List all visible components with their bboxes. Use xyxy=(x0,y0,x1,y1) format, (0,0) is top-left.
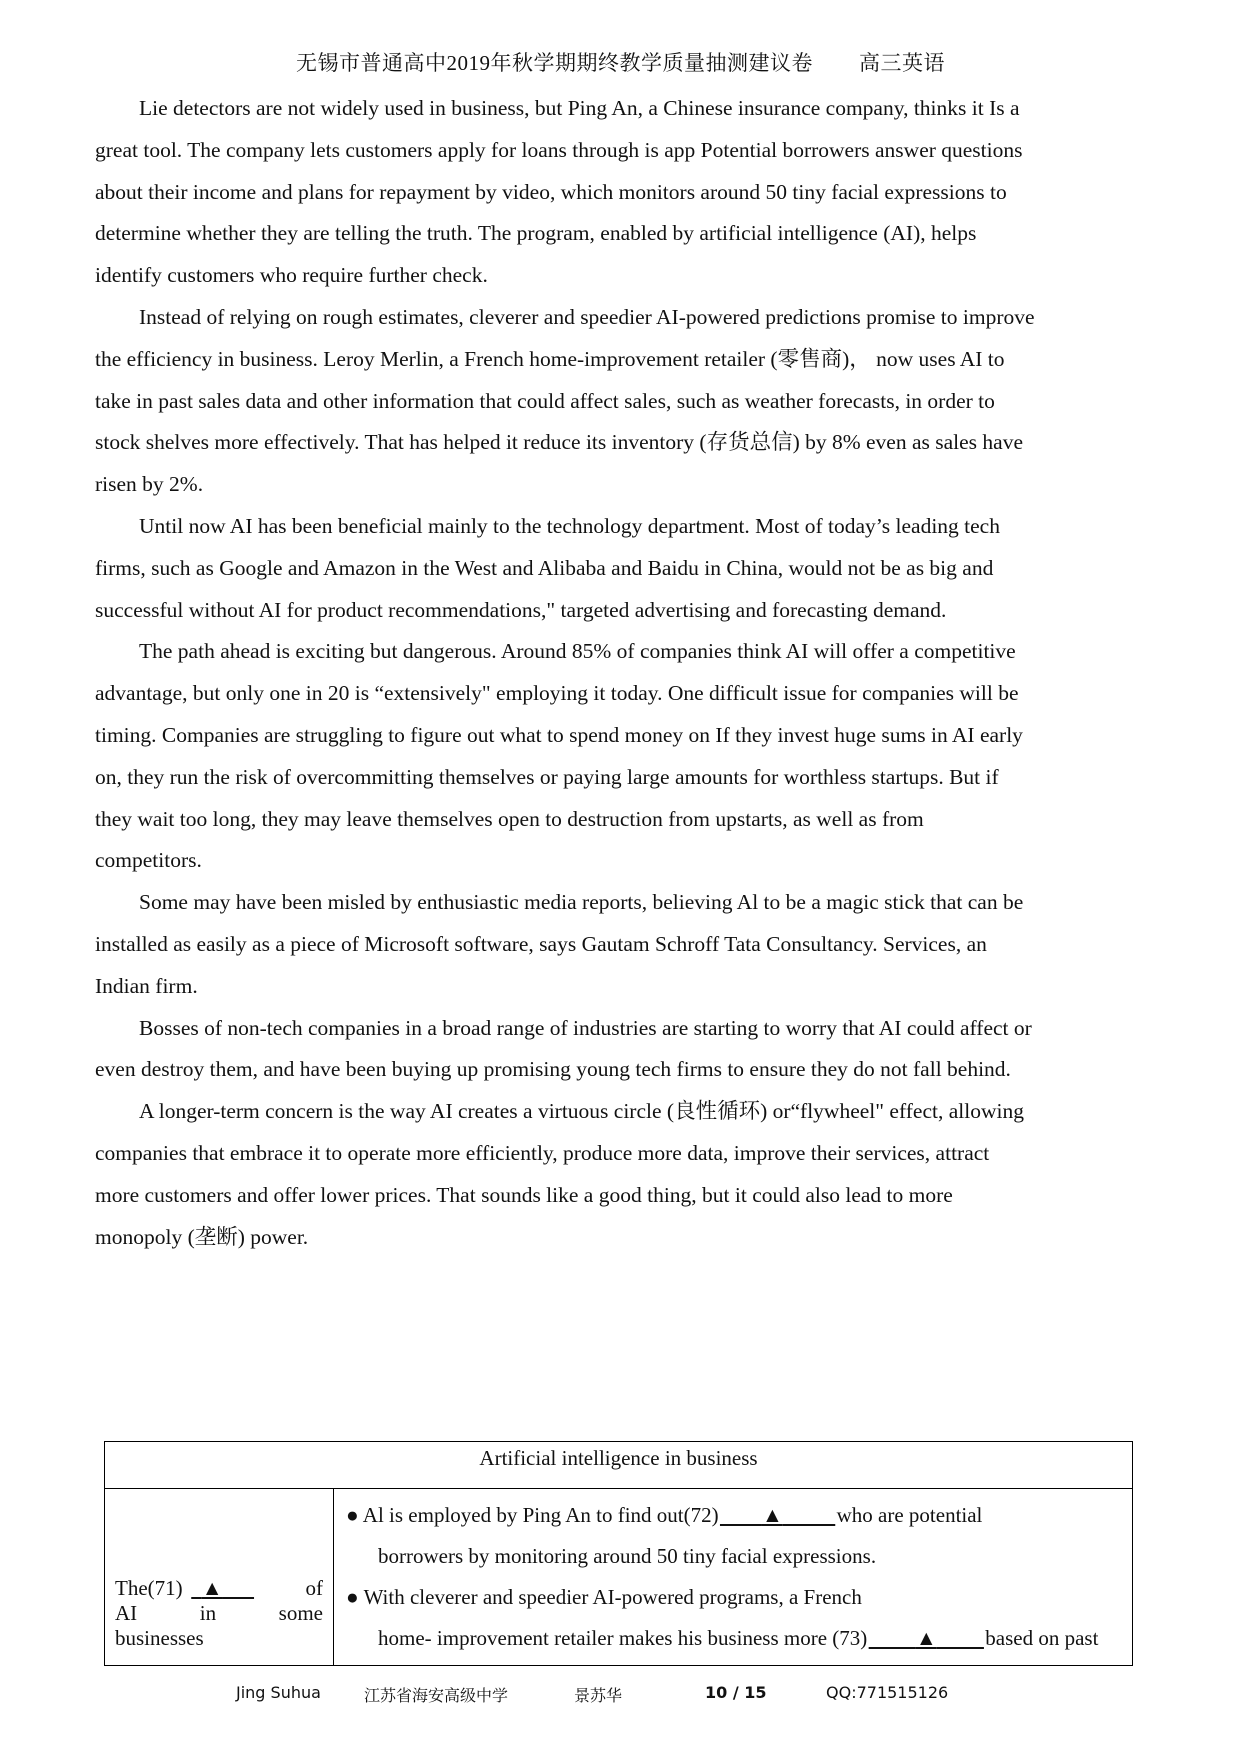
category-cell xyxy=(105,1489,334,1666)
bullet-73-continuation xyxy=(346,1618,1122,1659)
bullet-item-72 xyxy=(346,1495,1122,1536)
footer-author: Jing Suhua xyxy=(236,1683,321,1702)
triangle-marker-icon: ▲ xyxy=(761,1503,783,1527)
table-title: Artificial intelligence in business xyxy=(105,1442,1133,1489)
answer-blank-71[interactable] xyxy=(183,1576,263,1601)
answer-blank-73[interactable] xyxy=(867,1618,985,1659)
page-footer xyxy=(0,1683,1241,1707)
bullet-item-73 xyxy=(346,1577,1122,1618)
category-word-some: some xyxy=(278,1601,323,1625)
summary-table xyxy=(104,1441,1133,1666)
triangle-marker-icon: ▲ xyxy=(915,1626,937,1650)
triangle-marker-icon: ▲ xyxy=(201,1576,223,1600)
blank-71-label: The(71) xyxy=(115,1576,183,1600)
bullet-73-text-end: based on past xyxy=(985,1626,1099,1650)
details-cell xyxy=(334,1489,1133,1666)
header-subject: 高三英语 xyxy=(859,51,945,75)
footer-qq: QQ:771515126 xyxy=(826,1683,949,1702)
paragraph-5: Some may have been misled by enthusiastic media reports, believing Al to be a magic stick that can be installed as easily as a piece of Microsoft software, says Gautam Schroff Tata Consultancy. Services, an Indian firm. xyxy=(95,890,1024,998)
bullet-dot-icon: ● xyxy=(346,1585,359,1609)
footer-page-number: 10 / 15 xyxy=(705,1683,767,1702)
bullet-73-text-2: home- improvement retailer makes his business more (73) xyxy=(378,1626,868,1650)
paragraph-2: Instead of relying on rough estimates, cleverer and speedier AI-powered predictions promise to improve the efficiency in business. Leroy Merlin, a French home-improvement retailer (零售商)， now uses AI to take in past sales data and other information that could affect sales, such as weather forecasts, in order to stock shelves more effectively. That has helped it reduce its inventory (存货总信) by 8% even as sales have risen by 2%. xyxy=(95,304,1035,497)
category-word-ai: AI xyxy=(115,1601,138,1625)
category-word-in: in xyxy=(199,1601,217,1625)
paragraph-6: Bosses of non-tech companies in a broad range of industries are starting to worry that AI could affect or even destroy them, and have been buying up promising young tech firms to ensure they do not fall behind. xyxy=(95,1015,1032,1082)
footer-name: 景苏华 xyxy=(574,1688,623,1705)
bullet-72-continuation: borrowers by monitoring around 50 tiny facial expressions. xyxy=(378,1544,877,1568)
footer-school: 江苏省海安高级中学 xyxy=(364,1688,509,1705)
paragraph-4: The path ahead is exciting but dangerous. Around 85% of companies think AI will offer a competitive advantage, but only one in 20 is “extensively" employing it today. One difficult issue for companies will be timing. Companies are struggling to figure out what to spend money on If they invest huge sums in AI early on, they run the risk of overcommitting themselves or paying large amounts for worthless startups. But if they wait too long, they may leave themselves open to destruction from upstarts, as well as from competitors. xyxy=(95,639,1023,873)
bullet-72-text-end: who are potential xyxy=(836,1503,983,1527)
category-word-of: of xyxy=(305,1576,323,1600)
bullet-dot-icon: ● xyxy=(346,1503,359,1527)
answer-blank-72[interactable] xyxy=(719,1495,837,1536)
bullet-73-text: With cleverer and speedier AI-powered programs, a French xyxy=(363,1585,862,1609)
reading-passage xyxy=(95,88,1035,1258)
paragraph-1: Lie detectors are not widely used in business, but Ping An, a Chinese insurance company, thinks it Is a great tool. The company lets customers apply for loans through is app Potential borrowers answer questions about their income and plans for repayment by video, which monitors around 50 tiny facial expressions to determine whether they are telling the truth. The program, enabled by artificial intelligence (AI), helps identify customers who require further check. xyxy=(95,96,1023,288)
paragraph-3: Until now AI has been beneficial mainly to the technology department. Most of today’s leading tech firms, such as Google and Amazon in the West and Alibaba and Baidu in China, would not be as big and successful without AI for product recommendations," targeted advertising and forecasting demand. xyxy=(95,513,1000,622)
category-word-businesses: businesses xyxy=(115,1626,204,1650)
paragraph-7: A longer-term concern is the way AI creates a virtuous circle (良性循环) or“flywheel" effect, allowing companies that embrace it to operate more efficiently, produce more data, improve their services, attract more customers and offer lower prices. That sounds like a good thing, but it could also lead to more monopoly (垄断) power. xyxy=(95,1099,1024,1249)
page-header xyxy=(0,47,1241,77)
bullet-72-text: Al is employed by Ping An to find out(72) xyxy=(362,1503,719,1527)
header-title: 无锡市普通高中2019年秋学期期终教学质量抽测建议卷 xyxy=(296,51,813,75)
